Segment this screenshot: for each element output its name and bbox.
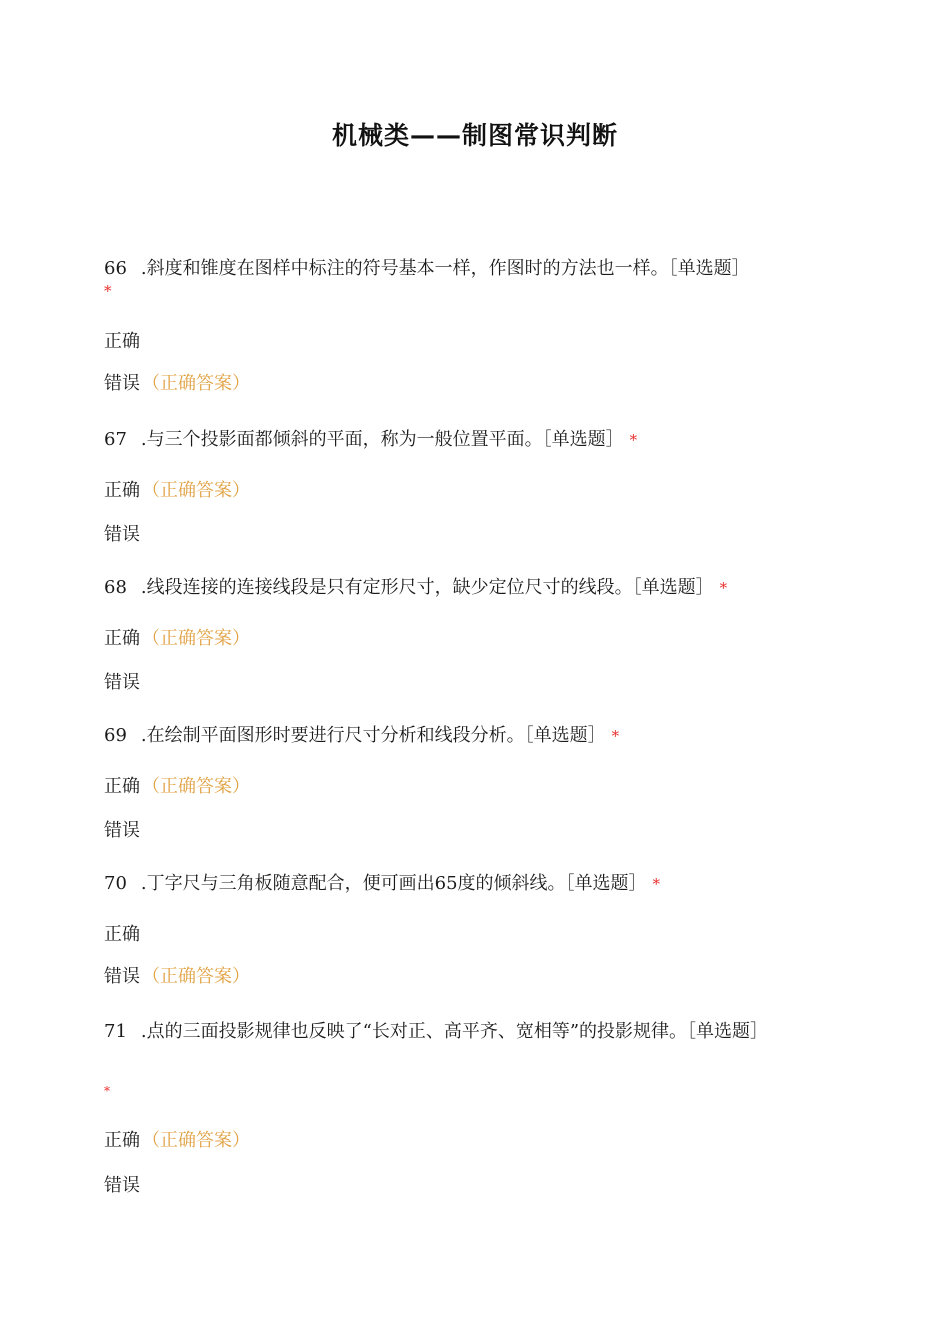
option-label: 错误 — [104, 672, 140, 693]
option-correct[interactable] — [104, 924, 140, 946]
question-text: .线段连接的连接线段是只有定形尺寸，缺少定位尺寸的线段。［单选题］ — [140, 577, 714, 598]
required-star: * — [629, 431, 638, 449]
required-star: * — [104, 282, 112, 300]
question-number: 67 — [104, 429, 127, 450]
option-wrong[interactable] — [104, 1175, 140, 1197]
question-text: .斜度和锥度在图样中标注的符号基本一样，作图时的方法也一样。［单选题］ — [140, 258, 750, 279]
option-correct[interactable] — [104, 331, 140, 353]
page-title: 机械类——制图常识判断 — [331, 121, 618, 150]
question-70 — [104, 873, 839, 895]
option-label: 错误 — [104, 966, 140, 987]
required-star: * — [611, 727, 620, 745]
question-number: 66 — [104, 258, 127, 279]
option-correct[interactable] — [104, 1130, 250, 1152]
option-correct[interactable] — [104, 628, 250, 650]
option-label: 错误 — [104, 1175, 140, 1196]
question-number: 70 — [104, 873, 127, 894]
question-text: .丁字尺与三角板随意配合，便可画出65度的倾斜线。［单选题］ — [140, 873, 647, 894]
option-label: 正确 — [104, 924, 140, 945]
question-text: .点的三面投影规律也反映了“长对正、高平齐、宽相等”的投影规律。［单选题］ — [140, 1021, 769, 1042]
correct-answer-tag: （正确答案） — [142, 966, 250, 987]
correct-answer-tag: （正确答案） — [142, 373, 250, 394]
question-67 — [104, 429, 839, 451]
question-text: .与三个投影面都倾斜的平面，称为一般位置平面。［单选题］ — [140, 429, 624, 450]
question-66 — [104, 258, 839, 280]
option-wrong[interactable] — [104, 672, 140, 694]
correct-answer-tag: （正确答案） — [142, 776, 250, 797]
option-label: 错误 — [104, 524, 140, 545]
question-number: 69 — [104, 725, 127, 746]
option-label: 正确 — [104, 480, 140, 501]
option-wrong[interactable] — [104, 524, 140, 546]
option-label: 正确 — [104, 331, 140, 352]
option-label: 正确 — [104, 1130, 140, 1151]
question-number: 68 — [104, 577, 127, 598]
question-text: .在绘制平面图形时要进行尺寸分析和线段分析。［单选题］ — [140, 725, 606, 746]
option-wrong[interactable] — [104, 820, 140, 842]
required-star: * — [104, 1084, 110, 1098]
question-68 — [104, 577, 839, 599]
question-71 — [104, 1021, 839, 1043]
option-label: 正确 — [104, 628, 140, 649]
required-star: * — [719, 579, 728, 597]
option-label: 正确 — [104, 776, 140, 797]
option-correct[interactable] — [104, 480, 250, 502]
option-label: 错误 — [104, 373, 140, 394]
option-label: 错误 — [104, 820, 140, 841]
option-wrong[interactable] — [104, 373, 250, 395]
option-correct[interactable] — [104, 776, 250, 798]
question-number: 71 — [104, 1021, 127, 1042]
correct-answer-tag: （正确答案） — [142, 480, 250, 501]
correct-answer-tag: （正确答案） — [142, 1130, 250, 1151]
correct-answer-tag: （正确答案） — [142, 628, 250, 649]
option-wrong[interactable] — [104, 966, 250, 988]
required-star: * — [652, 875, 661, 893]
question-69 — [104, 725, 839, 747]
